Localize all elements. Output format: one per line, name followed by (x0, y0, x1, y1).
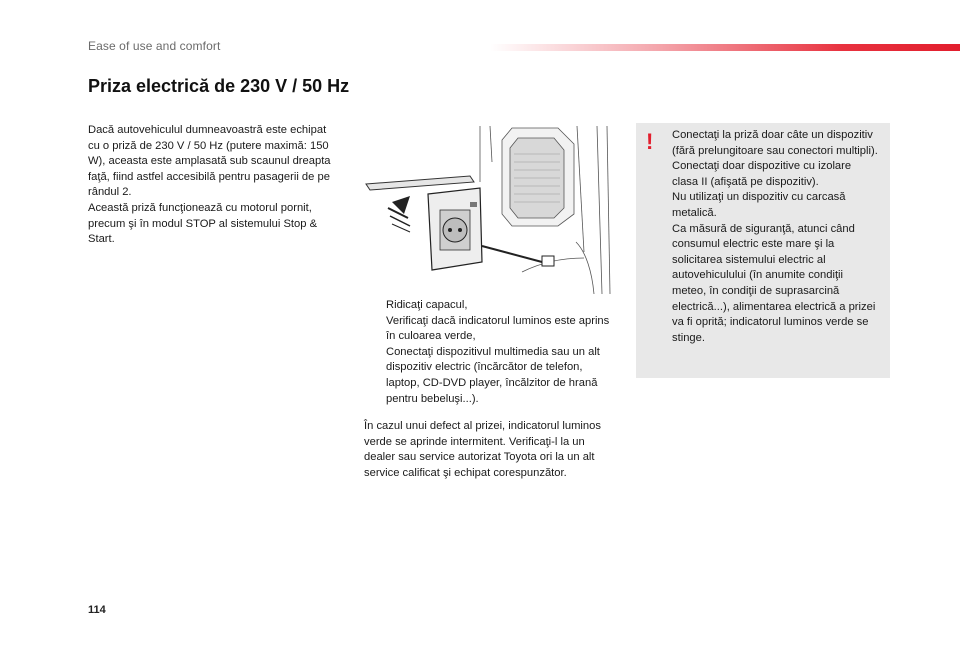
section-label: Ease of use and comfort (88, 39, 221, 53)
power-socket-icon (428, 188, 482, 270)
defect-note: În cazul unui defect al prizei, indicatorul luminos verde se aprinde intermitent. Verificaţi-l la un dealer sau service autorizat Toyota ori la un alt service calificat şi echipat corespunzător. (364, 420, 601, 479)
page-number: 114 (88, 604, 106, 616)
step-text: Conectaţi dispozitivul multimedia sau un alt dispozitiv electric (încărcător de telefon, laptop, CD-DVD player, încălzitor de hrană pentru bebeluşi...). (386, 345, 600, 405)
step-text: Ridicaţi capacul, (386, 299, 468, 311)
indicator-leader (482, 246, 554, 266)
intro-paragraph: Dacă autovehiculul dumneavoastră este echipat cu o priză de 230 V / 50 Hz (putere maximă: 150 W), aceasta este amplasată sub scaunul dreapta faţă, fiind astfel accesibilă pentru pasagerii de pe rândul 2. (88, 124, 331, 199)
intro-paragraph: Această priză funcţionează cu motorul pornit, precum şi în modul STOP al sistemului Stop & Start. (88, 201, 318, 246)
warning-line: Nu utilizaţi un dispozitiv cu carcasă metalică. (672, 191, 846, 219)
list-item (364, 345, 616, 407)
page-title: Priza electrică de 230 V / 50 Hz (88, 76, 350, 96)
lift-arrow-icon (388, 196, 410, 232)
list-item (364, 298, 616, 314)
warning-box (636, 123, 890, 378)
socket-illustration (362, 122, 612, 294)
intro-text (88, 123, 340, 248)
warning-icon: ! (646, 129, 654, 154)
warning-line: Conectaţi la priză doar câte un dispozitiv (fără prelungitoare sau conectori multipli). (672, 129, 878, 157)
warning-line: Conectaţi doar dispozitive cu izolare clasa II (afişată pe dispozitiv). (672, 160, 852, 188)
warning-line: Ca măsură de siguranţă, atunci când consumul electric este mare şi la solicitarea sistemului electric al autovehiculului (în anumite condiţii meteo, în condiţii de suprasarcină electrică...), alimentarea electrică a prizei va fi oprită; indicatorul luminos verde se stinge. (672, 222, 876, 344)
list-item (364, 314, 616, 345)
header-accent-bar (490, 44, 960, 51)
step-text: Verificaţi dacă indicatorul luminos este aprins în culoarea verde, (386, 314, 610, 343)
warning-text (672, 128, 880, 346)
steps-list (364, 298, 616, 407)
